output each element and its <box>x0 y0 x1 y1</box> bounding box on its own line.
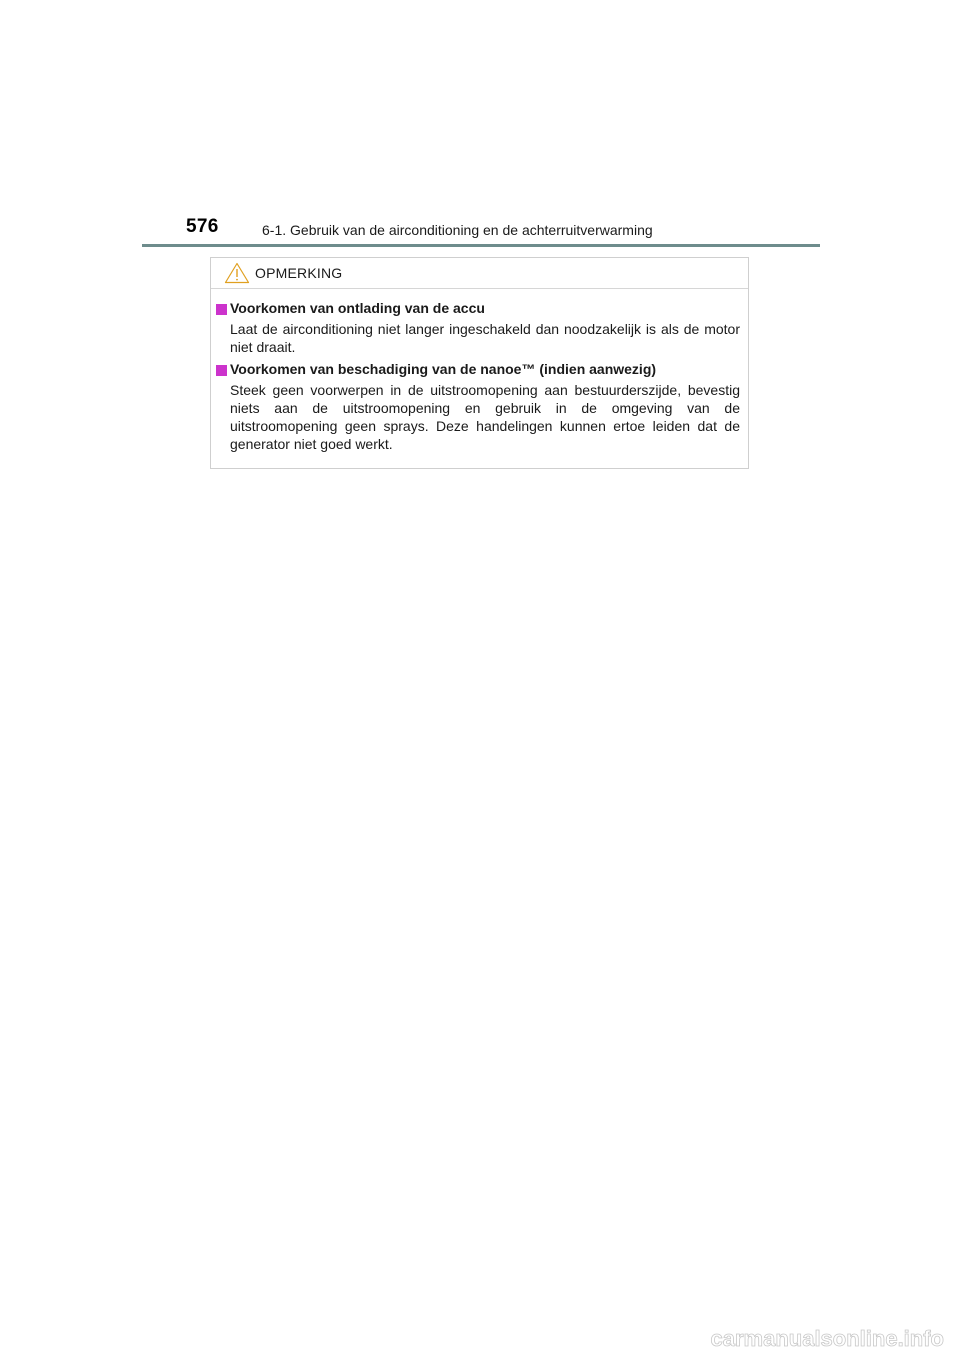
item-heading: Voorkomen van ontlading van de accu <box>230 300 485 316</box>
item-heading: Voorkomen van beschadiging van de nanoe™ (indien aanwezig) <box>230 361 657 377</box>
header-divider <box>142 244 820 247</box>
item-bullet-icon <box>216 304 227 315</box>
section-title: 6-1. Gebruik van de airconditioning en de achterruitverwarming <box>262 222 653 238</box>
page-header <box>0 0 960 250</box>
item-body: Steek geen voorwerpen in de uitstroomopening aan bestuurderszijde, bevestig niets aan de uitstroomopening en gebruik in de omgeving van de uitstroomopening geen sprays. Deze handelingen kunnen ertoe leiden dat de generator niet goed werkt. <box>230 382 740 452</box>
notice-label: OPMERKING <box>255 265 343 281</box>
notice-header <box>211 258 748 289</box>
warning-triangle-icon <box>224 262 250 284</box>
watermark-logo <box>686 1326 946 1352</box>
page-number: 576 <box>186 216 219 237</box>
notice-box <box>210 257 749 469</box>
item-bullet-icon <box>216 365 227 376</box>
svg-text:carmanualsonline.info: carmanualsonline.info <box>710 1326 944 1351</box>
item-body: Laat de airconditioning niet langer ingeschakeld dan noodzakelijk is als de motor niet draait. <box>230 321 740 355</box>
